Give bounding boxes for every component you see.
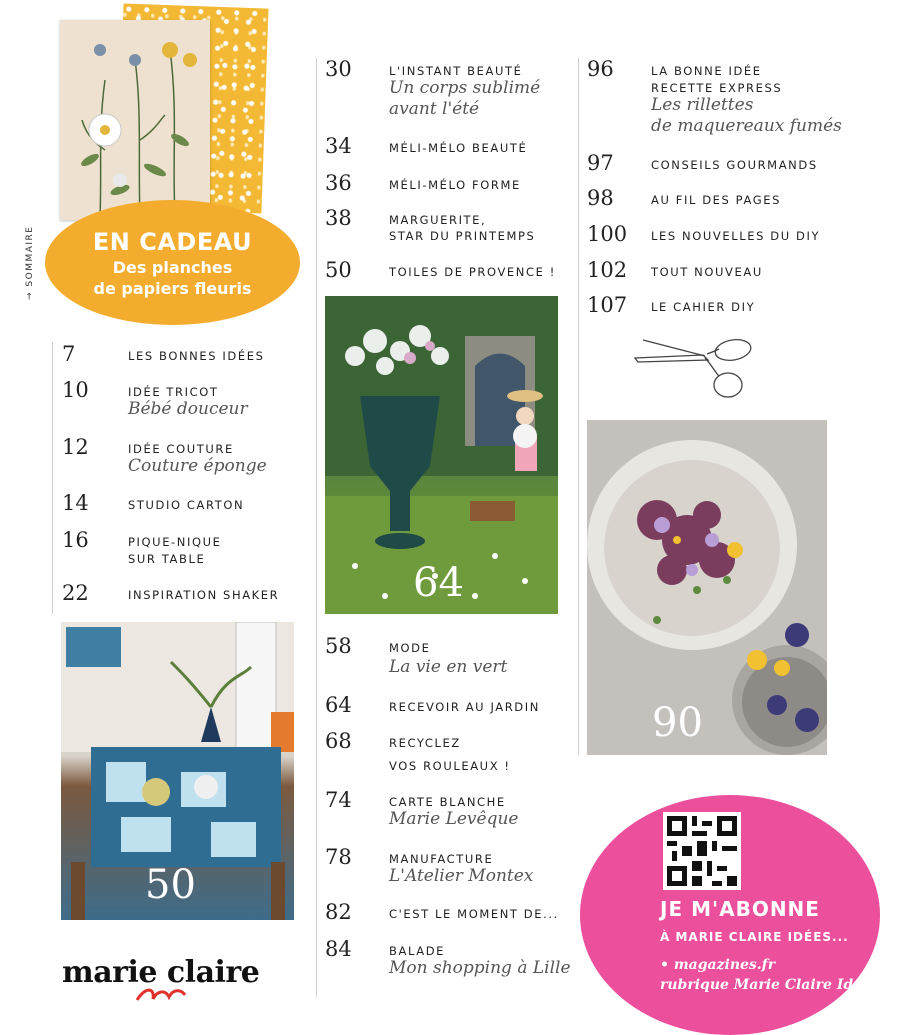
subscribe-line: À MARIE CLAIRE IDÉES... (660, 930, 849, 944)
entry-title: BALADE (389, 944, 446, 958)
page-number: 36 (325, 171, 352, 195)
page-number: 84 (325, 937, 352, 961)
entry-title: MARGUERITE, (389, 213, 487, 227)
page-number: 16 (62, 528, 89, 552)
entry-subtitle: L'Atelier Montex (389, 866, 534, 886)
page-number: 78 (325, 845, 352, 869)
gift-line-1: Des planches (112, 258, 233, 277)
page-number: 102 (587, 258, 628, 282)
entry-title-line-2: SUR TABLE (128, 552, 206, 566)
page-number: 50 (325, 258, 352, 282)
page-number: 14 (62, 491, 89, 515)
entry-title: MANUFACTURE (389, 852, 494, 866)
page-number: 82 (325, 900, 352, 924)
qr-code-pattern (667, 816, 737, 886)
entry-title: C'EST LE MOMENT DE... (389, 907, 559, 921)
entry-title: MÉLI-MÉLO FORME (389, 178, 521, 192)
gift-line-2: de papiers fleuris (93, 279, 252, 298)
page-number: 30 (325, 57, 352, 81)
page-number: 7 (62, 342, 76, 366)
dish-photo[interactable] (587, 420, 827, 755)
page-number: 64 (325, 693, 352, 717)
entry-title: RECYCLEZ (389, 736, 461, 750)
subscribe-web-section: rubrique Marie Claire Idées (660, 977, 879, 993)
entry-title: STUDIO CARTON (128, 498, 245, 512)
page-number: 58 (325, 634, 352, 658)
qr-code[interactable] (663, 812, 741, 890)
botanical-print-image (60, 20, 210, 220)
entry-title-line-2: RECETTE EXPRESS (651, 81, 783, 95)
entry-subtitle-line-2: avant l'été (389, 99, 480, 119)
photo-page-number: 90 (652, 700, 703, 746)
entry-subtitle: La vie en vert (389, 657, 508, 677)
gift-badge (45, 200, 300, 325)
entry-subtitle: Les rillettes (651, 95, 754, 115)
page-number: 74 (325, 788, 352, 812)
entry-title: LES BONNES IDÉES (128, 349, 265, 363)
marie-claire-logo: marie claire (62, 955, 260, 990)
column-3-divider (578, 58, 579, 755)
page-number: 12 (62, 435, 89, 459)
entry-subtitle: Mon shopping à Lille (389, 958, 571, 978)
entry-title: RECEVOIR AU JARDIN (389, 700, 540, 714)
page-number: 96 (587, 57, 614, 81)
entry-title: CONSEILS GOURMANDS (651, 158, 818, 172)
entry-title: AU FIL DES PAGES (651, 193, 782, 207)
entry-title: CARTE BLANCHE (389, 795, 506, 809)
shaker-table-photo[interactable] (61, 622, 294, 920)
subscribe-title: JE M'ABONNE (660, 897, 820, 921)
entry-title: L'INSTANT BEAUTÉ (389, 64, 523, 78)
scissors-icon (633, 330, 758, 405)
entry-title: MODE (389, 641, 431, 655)
page-number: 22 (62, 581, 89, 605)
page-number: 107 (587, 293, 628, 317)
entry-title: IDÉE COUTURE (128, 442, 234, 456)
subscribe-web-url: • magazines.fr (660, 957, 776, 973)
photo-page-number: 64 (413, 560, 464, 606)
page-number: 38 (325, 206, 352, 230)
entry-title: IDÉE TRICOT (128, 385, 219, 399)
entry-title: TOILES DE PROVENCE ! (389, 265, 556, 279)
subscribe-web[interactable] (660, 955, 879, 995)
botanical-drawing (60, 20, 210, 220)
entry-subtitle-line-2: de maquereaux fumés (651, 116, 842, 136)
dish-illustration (587, 420, 827, 755)
garden-photo[interactable] (325, 296, 558, 614)
entry-subtitle: Bébé douceur (128, 399, 248, 419)
page-number: 34 (325, 134, 352, 158)
photo-page-number: 50 (145, 862, 196, 908)
entry-title: LA BONNE IDÉE (651, 64, 762, 78)
entry-title: INSPIRATION SHAKER (128, 588, 280, 602)
logo-script-mark (135, 985, 195, 1005)
column-2-divider (316, 58, 317, 997)
gift-title: EN CADEAU (92, 228, 253, 256)
entry-title: LE CAHIER DIY (651, 300, 756, 314)
page-number: 97 (587, 151, 614, 175)
entry-title-line-2: VOS ROULEAUX ! (389, 759, 511, 773)
entry-title: TOUT NOUVEAU (651, 265, 763, 279)
entry-subtitle: Un corps sublimé (389, 78, 541, 98)
page-number: 68 (325, 729, 352, 753)
entry-title-line-2: STAR DU PRINTEMPS (389, 229, 536, 243)
entry-title: PIQUE-NIQUE (128, 535, 222, 549)
entry-subtitle: Marie Levêque (389, 809, 519, 829)
column-1-divider (52, 342, 53, 614)
page-number: 100 (587, 222, 628, 246)
entry-title: LES NOUVELLES DU DIY (651, 229, 821, 243)
page-number: 98 (587, 186, 614, 210)
entry-subtitle: Couture éponge (128, 456, 267, 476)
page-number: 10 (62, 378, 89, 402)
entry-title: MÉLI-MÉLO BEAUTÉ (389, 141, 528, 155)
sommaire-label: → SOMMAIRE (25, 225, 35, 300)
